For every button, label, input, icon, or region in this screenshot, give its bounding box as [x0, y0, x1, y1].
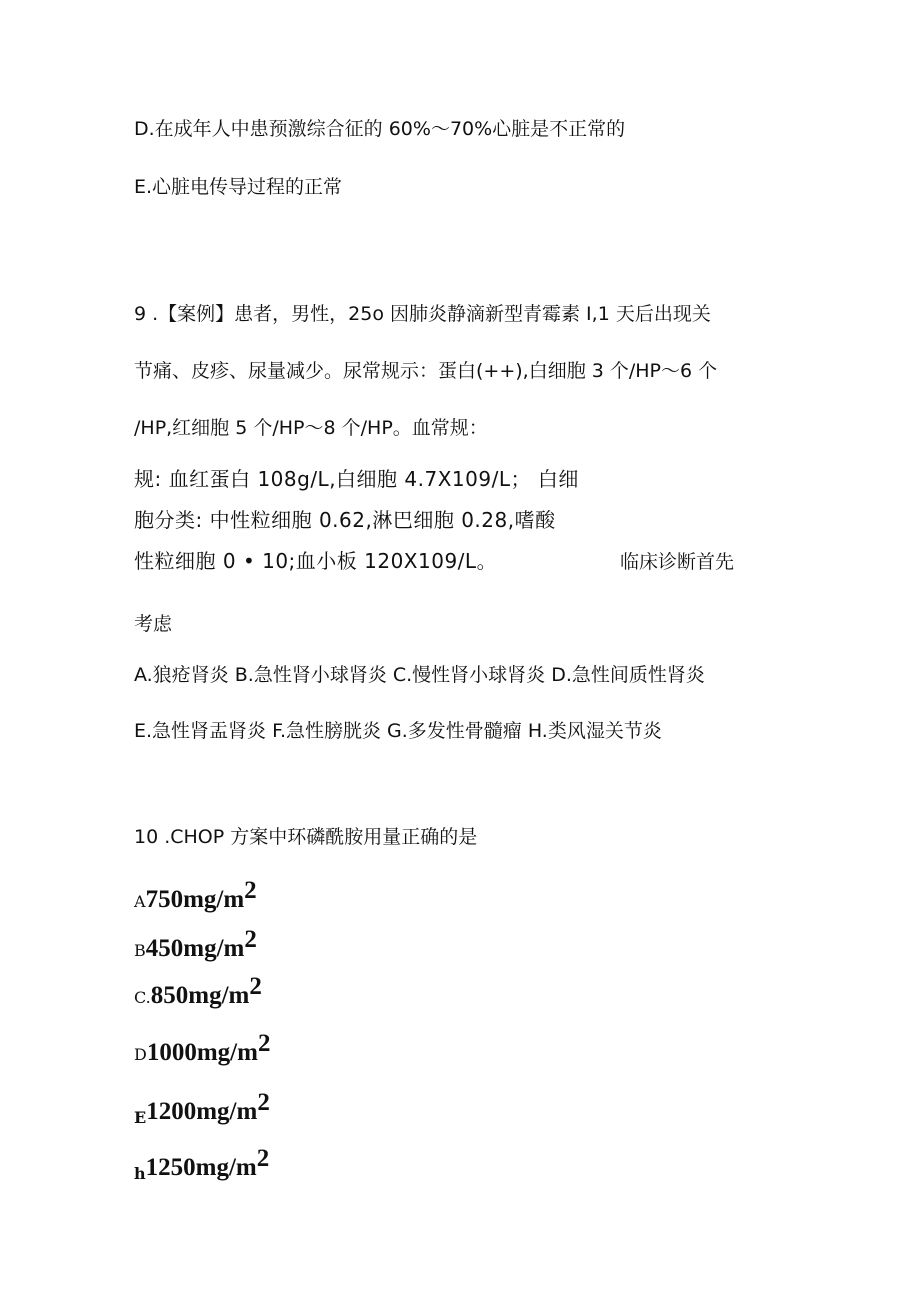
option-letter: h — [134, 1164, 146, 1183]
q9-options-row-2: E.急性肾盂肾炎 F.急性膀胱炎 G.多发性骨髓瘤 H.类风湿关节炎 — [134, 720, 662, 742]
option-unit-exponent: 2 — [244, 877, 257, 904]
q10-option-f — [134, 1146, 269, 1182]
prev-option-e: E.心脏电传导过程的正常 — [134, 176, 343, 198]
q9-stem-line-1: 9 .【案例】患者，男性，25o 因肺炎静滴新型青霉素 I,1 天后出现关 — [134, 303, 711, 325]
q9-options-row-1: A.狼疮肾炎 B.急性肾小球肾炎 C.慢性肾小球肾炎 D.急性间质性肾炎 — [134, 664, 705, 686]
q10-option-d — [134, 1031, 270, 1065]
option-unit: mg/m — [196, 1098, 258, 1125]
option-letter: B — [134, 941, 146, 960]
q10-option-e — [134, 1090, 270, 1126]
option-value: 450 — [145, 935, 184, 962]
q9-stem-line-6: 性粒细胞 0 • 10;血小板 120X109/L。 — [134, 549, 498, 573]
option-unit: mg/m — [183, 886, 245, 913]
option-letter: A — [134, 892, 146, 911]
option-unit-exponent: 2 — [249, 973, 262, 1000]
q9-stem-line-5: 胞分类: 中性粒细胞 0.62,淋巴细胞 0.28,嗜酸 — [134, 508, 556, 532]
option-value: 1000 — [146, 1039, 197, 1066]
option-value: 850 — [150, 982, 189, 1009]
option-unit: mg/m — [196, 1039, 258, 1066]
option-letter: C. — [134, 988, 151, 1007]
option-unit-exponent: 2 — [257, 1089, 270, 1116]
q10-option-c — [134, 974, 262, 1008]
option-letter: D — [134, 1045, 147, 1064]
option-unit-exponent: 2 — [244, 926, 257, 953]
q10-stem: 10 .CHOP 方案中环磷酰胺用量正确的是 — [134, 826, 478, 848]
option-value: 1250 — [145, 1154, 196, 1181]
prev-option-d: D.在成年人中患预激综合征的 60%～70%心脏是不正常的 — [134, 118, 626, 140]
option-unit: mg/m — [188, 982, 250, 1009]
option-unit-exponent: 2 — [257, 1030, 271, 1057]
option-value: 750 — [145, 886, 184, 913]
q9-stem-line-7: 考虑 — [134, 613, 173, 635]
option-unit-exponent: 2 — [256, 1145, 270, 1172]
q9-stem-line-3: /HP,红细胞 5 个/HP～8 个/HP。血常规： — [134, 417, 488, 439]
option-value: 1200 — [146, 1098, 197, 1125]
q10-option-a — [134, 878, 257, 912]
q9-stem-line-6b: 临床诊断首先 — [620, 551, 735, 573]
q9-stem-line-4: 规: 血红蛋白 108g/L,白细胞 4.7X109/L； 白细 — [134, 467, 579, 491]
option-unit: mg/m — [183, 935, 245, 962]
q9-stem-line-2: 节痛、皮疹、尿量减少。尿常规示：蛋白(++),白细胞 3 个/HP～6 个 — [134, 360, 718, 382]
q10-option-b — [134, 927, 257, 961]
option-unit: mg/m — [195, 1154, 257, 1181]
option-letter: E — [134, 1108, 147, 1127]
